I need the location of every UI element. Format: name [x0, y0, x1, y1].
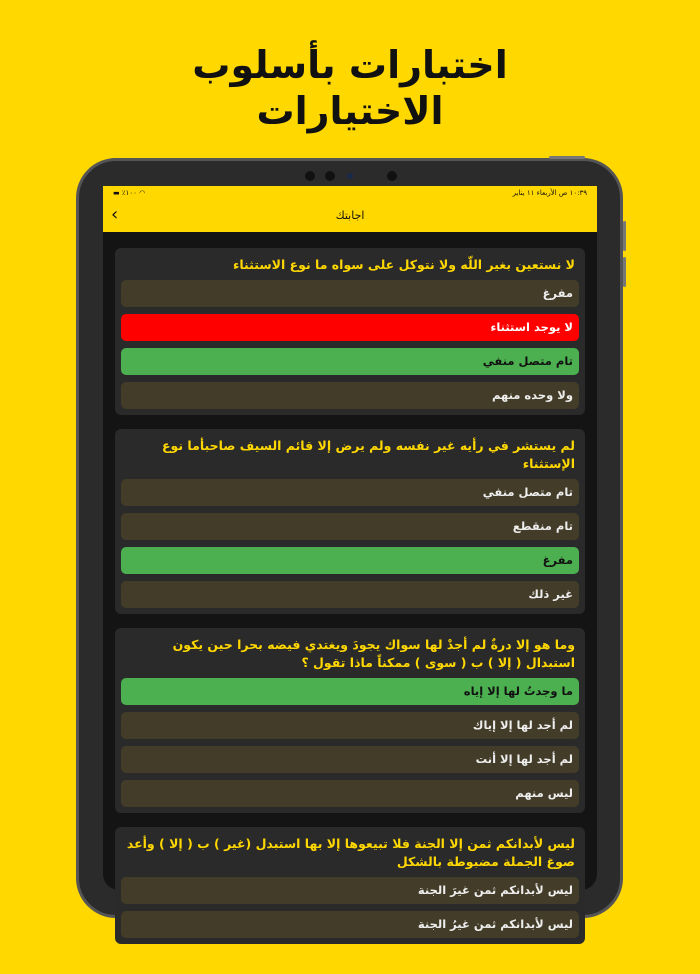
answer-option[interactable]: لا يوجد استثناء — [121, 314, 579, 341]
volume-down-button — [623, 257, 626, 287]
answer-option[interactable]: ما وجدتُ لها إلا إياه — [121, 678, 579, 705]
status-bar — [113, 189, 587, 197]
back-button[interactable]: ‹ — [111, 204, 119, 225]
volume-up-button — [623, 221, 626, 251]
answer-option[interactable]: مفرغ — [121, 280, 579, 307]
status-time: ١٠:٣٩ ص الأربعاء ١١ يناير — [512, 189, 587, 197]
answer-option[interactable]: مفرغ — [121, 547, 579, 574]
sensor-icon — [305, 171, 315, 181]
answer-option[interactable]: لم أجد لها إلا أنت — [121, 746, 579, 773]
headline-line-1: اختبارات بأسلوب — [192, 43, 508, 87]
answer-option[interactable]: ليس منهم — [121, 780, 579, 807]
answer-option[interactable]: تام متصل منفي — [121, 348, 579, 375]
question-text: ليس لأبدانكم ثمن إلا الجنة فلا تبيعوها إلا بها استبدل (غير ) ب ( إلا ) وأعد صوغ الجملة مضبوطة بالشكل — [126, 836, 575, 869]
question-card — [115, 827, 585, 944]
page-title: اجابتك — [335, 209, 365, 222]
question-text: لا نستعين بغير اللّه ولا نتوكل على سواه ما نوع الاستثناء — [232, 257, 575, 272]
tablet-frame — [76, 158, 623, 931]
question-card — [115, 429, 585, 614]
camera-icon — [347, 173, 353, 179]
promo-headline — [0, 42, 700, 134]
answer-option[interactable]: لم أجد لها إلا إياك — [121, 712, 579, 739]
nav-bar — [103, 186, 597, 232]
sensor-icon — [325, 171, 335, 181]
power-button — [549, 156, 585, 159]
answer-option[interactable]: تام منقطع — [121, 513, 579, 540]
screen — [103, 186, 597, 931]
sensor-icon — [387, 171, 397, 181]
answer-option[interactable]: تام متصل منفي — [121, 479, 579, 506]
questions-list — [103, 232, 597, 974]
headline-line-2: الاختيارات — [256, 89, 444, 133]
battery-wifi: ▬ ٪١٠٠ ◠ — [113, 189, 146, 197]
answer-option[interactable]: ليس لأبدانكم ثمن غيرَ الجنة — [121, 877, 579, 904]
question-text: وما هو إلا درةٌ لم أجدْ لها سواك يجودَ ويغتدي فيضه بحرا حين يكون استبدال ( إلا ) ب ( سوى ) ممكناً ماذا تقول ؟ — [172, 637, 575, 670]
question-card — [115, 248, 585, 415]
answer-option[interactable]: ولا وحده منهم — [121, 382, 579, 409]
answer-option[interactable]: ليس لأبدانكم ثمن غيرُ الجنة — [121, 911, 579, 938]
question-text: لم يستشر في رأيه غير نفسه ولم يرض إلا قائم السيف صاحبأما نوع الإستثناء — [161, 438, 575, 471]
answer-option[interactable]: غير ذلك — [121, 581, 579, 608]
question-card — [115, 628, 585, 813]
